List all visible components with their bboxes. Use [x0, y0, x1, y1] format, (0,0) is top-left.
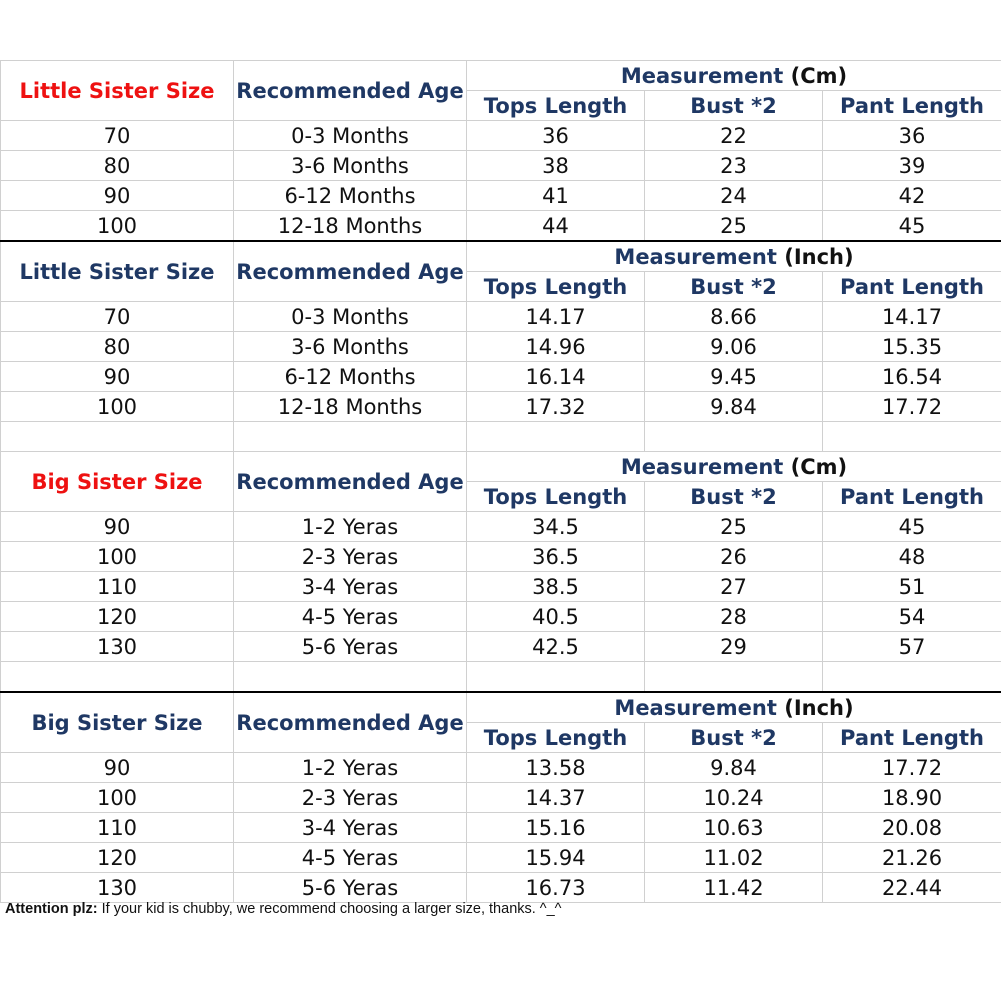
pant-length-cell: 15.35 — [823, 332, 1001, 362]
age-cell: 1-2 Yeras — [234, 512, 467, 542]
measurement-unit: (Cm) — [790, 454, 848, 479]
size-column-header: Big Sister Size — [1, 452, 234, 512]
space — [783, 64, 790, 88]
table-header-row — [1, 241, 1001, 272]
tops-length-cell: 16.14 — [467, 362, 645, 392]
pant-length-cell: 16.54 — [823, 362, 1001, 392]
measurement-header — [467, 61, 1001, 91]
table-row — [1, 302, 1001, 332]
age-cell: 6-12 Months — [234, 362, 467, 392]
table-row — [1, 783, 1001, 813]
tops-length-cell: 14.17 — [467, 302, 645, 332]
table-header-row — [1, 692, 1001, 723]
measurement-unit: (Inch) — [784, 244, 854, 269]
pant-length-cell: 45 — [823, 211, 1001, 242]
age-column-header: Recommended Age — [234, 692, 467, 753]
size-cell: 100 — [1, 542, 234, 572]
size-cell: 100 — [1, 783, 234, 813]
measurement-label: Measurement — [614, 244, 777, 269]
table-row — [1, 332, 1001, 362]
size-column-header: Big Sister Size — [1, 692, 234, 753]
empty-cell — [823, 422, 1001, 452]
bust-cell: 27 — [645, 572, 823, 602]
pant-length-cell: 17.72 — [823, 392, 1001, 422]
pant-length-cell: 18.90 — [823, 783, 1001, 813]
attention-note — [5, 901, 561, 917]
table-row — [1, 211, 1001, 242]
age-cell: 0-3 Months — [234, 121, 467, 151]
pant-length-cell: 39 — [823, 151, 1001, 181]
size-cell: 70 — [1, 121, 234, 151]
size-cell: 90 — [1, 181, 234, 211]
bust-header: Bust *2 — [645, 482, 823, 512]
empty-cell — [1, 422, 234, 452]
empty-cell — [234, 422, 467, 452]
size-column-header: Little Sister Size — [1, 241, 234, 302]
size-cell: 90 — [1, 753, 234, 783]
pant-length-cell: 36 — [823, 121, 1001, 151]
table-row — [1, 632, 1001, 662]
size-cell: 90 — [1, 362, 234, 392]
bust-cell: 25 — [645, 211, 823, 242]
table-row — [1, 813, 1001, 843]
age-cell: 6-12 Months — [234, 181, 467, 211]
tops-length-cell: 16.73 — [467, 873, 645, 903]
table-row — [1, 362, 1001, 392]
spacer-row — [1, 422, 1001, 452]
tops-length-cell: 15.94 — [467, 843, 645, 873]
table-row — [1, 181, 1001, 211]
size-cell: 100 — [1, 392, 234, 422]
age-cell: 0-3 Months — [234, 302, 467, 332]
attention-text: If your kid is chubby, we recommend choosing a larger size, thanks. ^_^ — [97, 901, 562, 917]
size-cell: 100 — [1, 211, 234, 242]
bust-cell: 10.24 — [645, 783, 823, 813]
table-row — [1, 512, 1001, 542]
measurement-header — [467, 692, 1001, 723]
tops-length-header: Tops Length — [467, 91, 645, 121]
table-row — [1, 602, 1001, 632]
pant-length-cell: 57 — [823, 632, 1001, 662]
tops-length-cell: 15.16 — [467, 813, 645, 843]
size-cell: 90 — [1, 512, 234, 542]
tops-length-cell: 34.5 — [467, 512, 645, 542]
size-column-header: Little Sister Size — [1, 61, 234, 121]
age-cell: 5-6 Yeras — [234, 632, 467, 662]
age-cell: 4-5 Yeras — [234, 843, 467, 873]
age-cell: 3-4 Yeras — [234, 813, 467, 843]
measurement-label: Measurement — [620, 63, 784, 88]
empty-cell — [467, 662, 645, 693]
spacer-row — [1, 662, 1001, 693]
tops-length-header: Tops Length — [467, 482, 645, 512]
table-header-row — [1, 61, 1001, 91]
tops-length-cell: 36.5 — [467, 542, 645, 572]
tops-length-header: Tops Length — [467, 723, 645, 753]
measurement-unit: (Cm) — [790, 63, 848, 88]
bust-cell: 22 — [645, 121, 823, 151]
bust-cell: 23 — [645, 151, 823, 181]
size-chart — [0, 60, 1001, 903]
tops-length-cell: 17.32 — [467, 392, 645, 422]
tops-length-cell: 41 — [467, 181, 645, 211]
age-cell: 3-6 Months — [234, 151, 467, 181]
bust-cell: 10.63 — [645, 813, 823, 843]
pant-length-cell: 48 — [823, 542, 1001, 572]
tops-length-header: Tops Length — [467, 272, 645, 302]
bust-cell: 9.84 — [645, 753, 823, 783]
attention-label: Attention plz: — [5, 901, 98, 917]
bust-cell: 25 — [645, 512, 823, 542]
size-cell: 120 — [1, 843, 234, 873]
empty-cell — [645, 422, 823, 452]
pant-length-cell: 22.44 — [823, 873, 1001, 903]
pant-length-cell: 17.72 — [823, 753, 1001, 783]
size-cell: 130 — [1, 873, 234, 903]
pant-length-cell: 51 — [823, 572, 1001, 602]
tops-length-cell: 40.5 — [467, 602, 645, 632]
age-cell: 4-5 Yeras — [234, 602, 467, 632]
size-cell: 70 — [1, 302, 234, 332]
size-cell: 80 — [1, 151, 234, 181]
space — [783, 455, 790, 479]
pant-length-cell: 42 — [823, 181, 1001, 211]
pant-length-cell: 14.17 — [823, 302, 1001, 332]
empty-cell — [645, 662, 823, 693]
empty-cell — [234, 662, 467, 693]
table-row — [1, 572, 1001, 602]
pant-length-cell: 54 — [823, 602, 1001, 632]
age-column-header: Recommended Age — [234, 61, 467, 121]
tops-length-cell: 42.5 — [467, 632, 645, 662]
pant-length-cell: 45 — [823, 512, 1001, 542]
pant-length-header: Pant Length — [823, 91, 1001, 121]
tops-length-cell: 14.96 — [467, 332, 645, 362]
bust-cell: 11.42 — [645, 873, 823, 903]
bust-header: Bust *2 — [645, 723, 823, 753]
tops-length-cell: 36 — [467, 121, 645, 151]
tops-length-cell: 13.58 — [467, 753, 645, 783]
table-row — [1, 151, 1001, 181]
table-row — [1, 873, 1001, 903]
pant-length-header: Pant Length — [823, 482, 1001, 512]
bust-cell: 29 — [645, 632, 823, 662]
size-cell: 130 — [1, 632, 234, 662]
age-cell: 2-3 Yeras — [234, 783, 467, 813]
age-cell: 5-6 Yeras — [234, 873, 467, 903]
age-cell: 3-4 Yeras — [234, 572, 467, 602]
empty-cell — [1, 662, 234, 693]
age-cell: 12-18 Months — [234, 392, 467, 422]
bust-cell: 26 — [645, 542, 823, 572]
bust-cell: 9.45 — [645, 362, 823, 392]
age-cell: 3-6 Months — [234, 332, 467, 362]
table-row — [1, 542, 1001, 572]
pant-length-cell: 21.26 — [823, 843, 1001, 873]
table-row — [1, 753, 1001, 783]
age-column-header: Recommended Age — [234, 452, 467, 512]
table-row — [1, 121, 1001, 151]
bust-header: Bust *2 — [645, 272, 823, 302]
tops-length-cell: 14.37 — [467, 783, 645, 813]
measurement-header — [467, 241, 1001, 272]
bust-header: Bust *2 — [645, 91, 823, 121]
size-cell: 120 — [1, 602, 234, 632]
age-cell: 12-18 Months — [234, 211, 467, 242]
measurement-header — [467, 452, 1001, 482]
bust-cell: 24 — [645, 181, 823, 211]
bust-cell: 28 — [645, 602, 823, 632]
age-cell: 1-2 Yeras — [234, 753, 467, 783]
size-cell: 110 — [1, 813, 234, 843]
measurement-unit: (Inch) — [784, 695, 854, 720]
age-cell: 2-3 Yeras — [234, 542, 467, 572]
table-header-row — [1, 452, 1001, 482]
pant-length-header: Pant Length — [823, 272, 1001, 302]
pant-length-header: Pant Length — [823, 723, 1001, 753]
measurement-label: Measurement — [614, 695, 777, 720]
bust-cell: 9.06 — [645, 332, 823, 362]
table-row — [1, 843, 1001, 873]
tops-length-cell: 44 — [467, 211, 645, 242]
pant-length-cell: 20.08 — [823, 813, 1001, 843]
table-row — [1, 392, 1001, 422]
tops-length-cell: 38.5 — [467, 572, 645, 602]
bust-cell: 9.84 — [645, 392, 823, 422]
size-cell: 80 — [1, 332, 234, 362]
size-cell: 110 — [1, 572, 234, 602]
bust-cell: 11.02 — [645, 843, 823, 873]
age-column-header: Recommended Age — [234, 241, 467, 302]
empty-cell — [823, 662, 1001, 693]
empty-cell — [467, 422, 645, 452]
bust-cell: 8.66 — [645, 302, 823, 332]
tops-length-cell: 38 — [467, 151, 645, 181]
measurement-label: Measurement — [620, 454, 784, 479]
